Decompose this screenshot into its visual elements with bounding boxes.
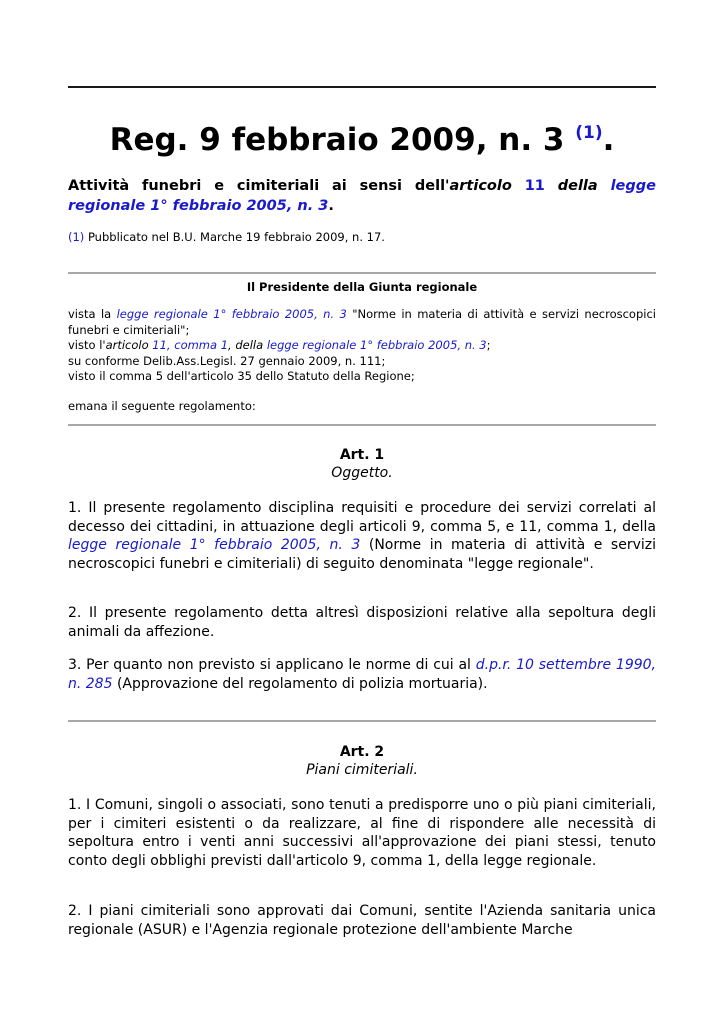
divider-3	[68, 720, 656, 722]
preamble-2c: ;	[486, 338, 491, 352]
top-divider	[68, 86, 656, 88]
footnote-ref-link[interactable]: (1)	[68, 230, 85, 244]
preamble-law-link-2[interactable]	[267, 338, 487, 352]
divider-1	[68, 272, 656, 274]
art1-law-link[interactable]	[68, 537, 360, 553]
preamble-line-4: visto il comma 5 dell'articolo 35 dello Statuto della Regione;	[68, 369, 415, 383]
subtitle-della: della	[557, 178, 598, 194]
preamble-2b: , della	[228, 338, 267, 352]
article-2-heading	[68, 743, 656, 779]
preamble-1a: vista la	[68, 307, 117, 321]
article-1-number: Art. 1	[339, 447, 385, 463]
preamble-2-word: articolo	[105, 338, 149, 352]
art1-p1b: (Norme in materia di attività e servizi necroscopici funebri e cimiteriali) di seguito denominata "legge regionale".	[68, 537, 656, 572]
art1-law-link-text: legge regionale 1° febbraio 2005, n. 3	[68, 537, 361, 553]
art1-p3b: (Approvazione del regolamento di polizia mortuaria).	[112, 675, 488, 692]
art1-p1a: 1. Il presente regolamento disciplina requisiti e procedure dei servizi correlati al decesso dei cittadini, in attuazione degli articoli 9, comma 5, e 11, comma 1, della	[68, 500, 656, 535]
title-note-link[interactable]: (1)	[575, 123, 603, 143]
title-end: .	[602, 122, 615, 158]
art1-dpr-link-text: d.p.r. 10 settembre 1990, n. 285	[68, 657, 657, 692]
article-1-heading	[68, 446, 656, 482]
preamble-article-link-text: 11, comma 1	[152, 338, 229, 352]
preamble-line-3: su conforme Delib.Ass.Legisl. 27 gennaio 2009, n. 111;	[68, 353, 386, 368]
subtitle-article-link[interactable]: 11	[524, 178, 545, 194]
divider-2	[68, 424, 656, 426]
preamble-line-1	[68, 307, 656, 338]
regulation-subtitle	[68, 176, 656, 216]
subtitle-text: Attività funebri e cimiteriali ai sensi dell'	[68, 178, 450, 194]
preamble-2a: visto l'	[68, 338, 106, 352]
preamble-law-link-1-text: legge regionale 1° febbraio 2005, n. 3	[116, 307, 347, 321]
footnote-text: Pubblicato nel B.U. Marche 19 febbraio 2009, n. 17.	[87, 230, 385, 244]
preamble-law-link-2-text: legge regionale 1° febbraio 2005, n. 3	[266, 338, 487, 352]
president-heading: Il Presidente della Giunta regionale	[246, 280, 478, 294]
footnote	[68, 229, 656, 245]
article-2-title: Piani cimiteriali.	[306, 762, 418, 778]
article-2-paragraph-1: 1. I Comuni, singoli o associati, sono tenuti a predisporre uno o più piani cimiteriali, per i cimiteri esistenti o da realizzare, al fine di rispondere alle necessità di sepoltura entro i venti anni successivi all'approvazione dei piani stessi, tenuto conto degli obblighi previsti dall'articolo 9, comma 1, della legge regionale.	[68, 797, 656, 869]
art1-p3a: 3. Per quanto non previsto si applicano le norme di cui al	[68, 657, 476, 673]
preamble-law-link-1[interactable]	[117, 307, 347, 321]
subtitle-article-word: articolo	[449, 178, 512, 194]
article-2-number: Art. 2	[339, 744, 385, 760]
preamble	[68, 307, 656, 385]
article-2-paragraph-2: 2. I piani cimiteriali sono approvati dai Comuni, sentite l'Azienda sanitaria unica regionale (ASUR) e l'Agenzia regionale protezione dell'ambiente Marche	[68, 903, 656, 938]
subtitle-law-link-text: legge regionale 1° febbraio 2005, n. 3	[68, 178, 656, 214]
article-1-paragraph-3	[68, 656, 656, 693]
preamble-article-link[interactable]	[152, 338, 228, 352]
subtitle-end: .	[328, 198, 334, 214]
title-text: Reg. 9 febbraio 2009, n. 3	[109, 122, 565, 158]
article-1-paragraph-2: 2. Il presente regolamento detta altresì disposizioni relative alla sepoltura degli animali da affezione.	[68, 605, 656, 640]
article-1-paragraph-1	[68, 499, 656, 573]
enactment-line: emana il seguente regolamento:	[68, 399, 256, 413]
article-1-title: Oggetto.	[331, 465, 393, 481]
preamble-line-2	[68, 338, 656, 354]
preamble-1b: "Norme in materia di attività e servizi necroscopici funebri e cimiteriali";	[68, 307, 656, 337]
page-title	[68, 120, 656, 160]
